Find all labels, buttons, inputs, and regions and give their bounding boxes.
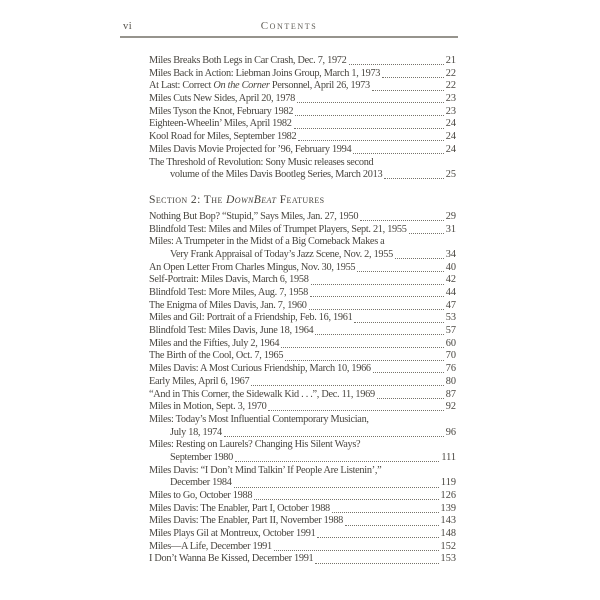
dot-leader (317, 537, 438, 538)
entry-title-segment: Blindfold Test: Miles and Miles of Trumpet Players, Sept. 21, 1955 (149, 223, 407, 235)
toc-entry-row (149, 490, 456, 503)
dot-leader (268, 410, 443, 411)
entry-page-number: 119 (440, 477, 456, 489)
entry-title-segment: At Last: Correct (149, 80, 214, 92)
entry-page-number: 80 (445, 375, 456, 387)
entry-title (149, 274, 309, 287)
entry-title (149, 224, 407, 237)
entry-title-segment: Miles Breaks Both Legs in Car Crash, Dec. 7, 1972 (149, 55, 347, 66)
entry-title-segment: Miles Davis: “I Don’t Mind Talkin’ If People Are Listenin’,” (149, 464, 382, 476)
dot-leader (297, 102, 444, 103)
entry-title-segment: The Enigma of Miles Davis, Jan. 7, 1960 (149, 299, 307, 311)
section-heading-italic-text: DownBeat (226, 192, 277, 206)
entry-page-number: 42 (445, 274, 456, 286)
entry-title (149, 350, 283, 363)
running-header (120, 20, 458, 38)
entry-title (149, 503, 330, 516)
dot-leader (224, 436, 444, 437)
entry-title (149, 414, 369, 427)
entry-title (149, 236, 384, 249)
dot-leader (251, 385, 443, 386)
entry-page-number: 40 (445, 261, 456, 273)
entry-title (149, 325, 313, 338)
entry-page-number: 76 (445, 363, 456, 375)
toc-entry-row (149, 414, 456, 427)
entry-title-segment: December 1984 (170, 477, 232, 489)
entry-title (149, 211, 358, 224)
toc-entry-row (149, 376, 456, 389)
entry-title (170, 427, 222, 440)
entry-page-number: 23 (445, 105, 456, 117)
entry-title-segment: Personnel, April 26, 1973 (269, 80, 370, 92)
entry-title-segment: volume of the Miles Davis Bootleg Series, March 2013 (170, 169, 383, 181)
toc-entry-row (149, 389, 456, 402)
entry-page-number: 152 (440, 540, 456, 552)
toc-section1-list (149, 55, 456, 182)
entry-title-segment: Miles Tyson the Knot, February 1982 (149, 105, 294, 117)
entry-title (149, 363, 371, 376)
toc-entry-row (149, 224, 456, 237)
entry-title (170, 249, 393, 262)
dot-leader (345, 525, 439, 526)
entry-title (149, 106, 293, 119)
entry-title (149, 389, 375, 402)
entry-page-number: 60 (445, 337, 456, 349)
dot-leader (373, 372, 444, 373)
toc-entry-row (149, 106, 456, 119)
toc-entry-row (149, 211, 456, 224)
toc-entry-row (149, 401, 456, 414)
entry-title-segment: Miles and Gil: Portrait of a Friendship, Feb. 16, 1961 (149, 312, 353, 324)
toc-entry-row (149, 80, 456, 93)
dot-leader (409, 233, 444, 234)
toc-entry-row (149, 131, 456, 144)
entry-page-number: 96 (445, 426, 456, 438)
table-of-contents (149, 55, 456, 566)
dot-leader (377, 398, 444, 399)
entry-page-number: 143 (440, 515, 456, 527)
entry-title-segment: Miles Davis: The Enabler, Part I, October 1988 (149, 502, 330, 514)
entry-page-number: 23 (445, 93, 456, 105)
dot-leader (311, 284, 444, 285)
toc-entry-row (149, 541, 456, 554)
toc-entry-row (149, 300, 456, 313)
entry-title-segment: Miles to Go, October 1988 (149, 490, 253, 501)
section-heading-text: Features (276, 192, 325, 206)
entry-title-segment: Self-Portrait: Miles Davis, March 6, 1958 (149, 274, 309, 286)
entry-page-number: 34 (445, 248, 456, 260)
dot-leader (285, 360, 443, 361)
toc-entry-row (149, 439, 456, 452)
entry-title (149, 541, 272, 554)
toc-entry-row (149, 249, 456, 262)
entry-page-number: 44 (445, 287, 456, 298)
entry-title-segment: Miles Back in Action: Liebman Joins Group, March 1, 1973 (149, 67, 381, 79)
toc-entry-row (149, 287, 456, 300)
dot-leader (353, 153, 443, 154)
toc-entry-row (149, 93, 456, 106)
toc-entry-row (149, 452, 456, 465)
entry-title (149, 439, 360, 452)
entry-title (149, 144, 351, 157)
entry-title-segment: Miles and the Fifties, July 2, 1964 (149, 337, 280, 349)
entry-title-segment: July 18, 1974 (170, 426, 222, 438)
entry-page-number: 57 (445, 325, 456, 337)
dot-leader (332, 512, 439, 513)
entry-title (149, 287, 308, 300)
entry-title (149, 553, 313, 566)
entry-title (149, 528, 315, 541)
dot-leader (360, 220, 443, 221)
section-heading (149, 193, 456, 206)
entry-page-number: 31 (445, 223, 456, 235)
dot-leader (234, 487, 439, 488)
toc-entry-row (149, 312, 456, 325)
section-heading-text: Section 2: The (149, 192, 227, 206)
entry-title (170, 452, 233, 465)
entry-title (149, 93, 295, 106)
entry-page-number: 25 (445, 169, 456, 181)
entry-page-number: 53 (445, 312, 456, 324)
entry-page-number: 139 (440, 502, 456, 514)
dot-leader (274, 550, 439, 551)
running-title: Contents (260, 20, 318, 32)
dot-leader (395, 258, 444, 259)
entry-page-number: 24 (445, 118, 456, 130)
entry-page-number: 21 (445, 55, 456, 66)
entry-title (149, 401, 266, 414)
entry-title-segment: Miles in Motion, Sept. 3, 1970 (149, 401, 267, 413)
entry-title-segment: Miles Davis Movie Projected for ’96, February 1994 (149, 143, 352, 155)
dot-leader (309, 309, 444, 310)
toc-entry-row (149, 515, 456, 528)
toc-entry-row (149, 477, 456, 490)
entry-page-number: 126 (440, 490, 456, 501)
toc-entry-row (149, 262, 456, 275)
entry-title (149, 157, 373, 170)
dot-leader (315, 334, 443, 335)
toc-entry-row (149, 68, 456, 81)
dot-leader (357, 271, 443, 272)
dot-leader (315, 563, 438, 564)
toc-entry-row (149, 427, 456, 440)
entry-title (149, 312, 352, 325)
toc-entry-row (149, 274, 456, 287)
entry-page-number: 22 (445, 80, 456, 92)
toc-entry-row (149, 325, 456, 338)
entry-page-number: 92 (445, 401, 456, 413)
entry-title-segment: The Birth of the Cool, Oct. 7, 1965 (149, 350, 284, 362)
entry-title-segment: The Threshold of Revolution: Sony Music releases second (149, 156, 374, 168)
toc-entry-row (149, 465, 456, 478)
dot-leader (310, 296, 444, 297)
entry-title (170, 169, 382, 182)
dot-leader (294, 128, 444, 129)
entry-title-segment: Miles Davis: A Most Curious Friendship, March 10, 1966 (149, 363, 371, 375)
entry-title (149, 262, 355, 275)
entry-page-number: 153 (440, 553, 456, 565)
toc-entry-row (149, 338, 456, 351)
entry-title-segment: Blindfold Test: More Miles, Aug. 7, 1958 (149, 287, 308, 298)
dot-leader (349, 64, 444, 65)
entry-page-number: 29 (445, 210, 456, 222)
entry-page-number: 148 (440, 528, 456, 540)
toc-entry-row (149, 503, 456, 516)
entry-title-segment: Nothing But Bop? “Stupid,” Says Miles, Jan. 27, 1950 (149, 210, 359, 222)
entry-title (149, 338, 279, 351)
entry-title (149, 68, 380, 81)
toc-entry-row (149, 55, 456, 68)
entry-page-number: 87 (445, 388, 456, 400)
dot-leader (354, 322, 443, 323)
entry-title-segment: September 1980 (170, 451, 234, 463)
entry-page-number: 24 (445, 131, 456, 143)
dot-leader (235, 461, 439, 462)
toc-entry-row (149, 236, 456, 249)
entry-title-segment: Kool Road for Miles, September 1982 (149, 131, 297, 143)
entry-title-segment: I Don’t Wanna Be Kissed, December 1991 (149, 553, 314, 565)
dot-leader (382, 77, 444, 78)
entry-title-segment: Early Miles, April 6, 1967 (149, 375, 250, 387)
entry-title-segment: Blindfold Test: Miles Davis, June 18, 1964 (149, 325, 314, 337)
entry-title (149, 465, 381, 478)
entry-title-segment: Miles: Today’s Most Influential Contemporary Musician, (149, 413, 369, 425)
entry-title-segment: Miles Cuts New Sides, April 20, 1978 (149, 93, 295, 105)
entry-title (149, 515, 343, 528)
dot-leader (295, 115, 444, 116)
entry-title (149, 300, 307, 313)
entry-title (149, 55, 347, 68)
entry-page-number: 111 (441, 451, 456, 463)
entry-page-number: 24 (445, 143, 456, 155)
toc-entry-row (149, 528, 456, 541)
entry-title-segment: Miles Plays Gil at Montreux, October 1991 (149, 528, 316, 540)
toc-entry-row (149, 169, 456, 182)
toc-entry-row (149, 553, 456, 566)
entry-title (149, 490, 252, 503)
entry-title-segment: Miles: Resting on Laurels? Changing His Silent Ways? (149, 439, 361, 451)
toc-entry-row (149, 118, 456, 131)
entry-title-segment: Miles: A Trumpeter in the Midst of a Big Comeback Makes a (149, 236, 385, 248)
toc-entry-row (149, 144, 456, 157)
folio-page-number: vi (123, 21, 133, 32)
dot-leader (254, 499, 438, 500)
entry-title-segment: An Open Letter From Charles Mingus, Nov. 30, 1955 (149, 261, 356, 273)
dot-leader (384, 178, 443, 179)
toc-entry-row (149, 350, 456, 363)
entry-page-number: 22 (445, 67, 456, 79)
entry-title (149, 376, 249, 389)
entry-title-segment: Eighteen-Wheelin’ Miles, April 1982 (149, 118, 292, 130)
entry-page-number: 47 (445, 299, 456, 311)
entry-title (149, 118, 292, 131)
entry-title (170, 477, 232, 490)
entry-title (149, 80, 370, 93)
dot-leader (372, 90, 444, 91)
entry-title (149, 131, 296, 144)
entry-title-segment: Miles—A Life, December 1991 (149, 540, 272, 552)
dot-leader (281, 347, 443, 348)
entry-page-number: 70 (445, 350, 456, 362)
entry-title-segment: “And in This Corner, the Sidewalk Kid . . .”, Dec. 11, 1969 (149, 388, 375, 400)
toc-entry-row (149, 157, 456, 170)
entry-title-italic-segment: On the Corner (213, 80, 270, 92)
dot-leader (298, 140, 443, 141)
toc-section2-list (149, 211, 456, 566)
entry-title-segment: Very Frank Appraisal of Today’s Jazz Scene, Nov. 2, 1955 (170, 248, 393, 260)
entry-title-segment: Miles Davis: The Enabler, Part II, November 1988 (149, 515, 344, 527)
toc-entry-row (149, 363, 456, 376)
